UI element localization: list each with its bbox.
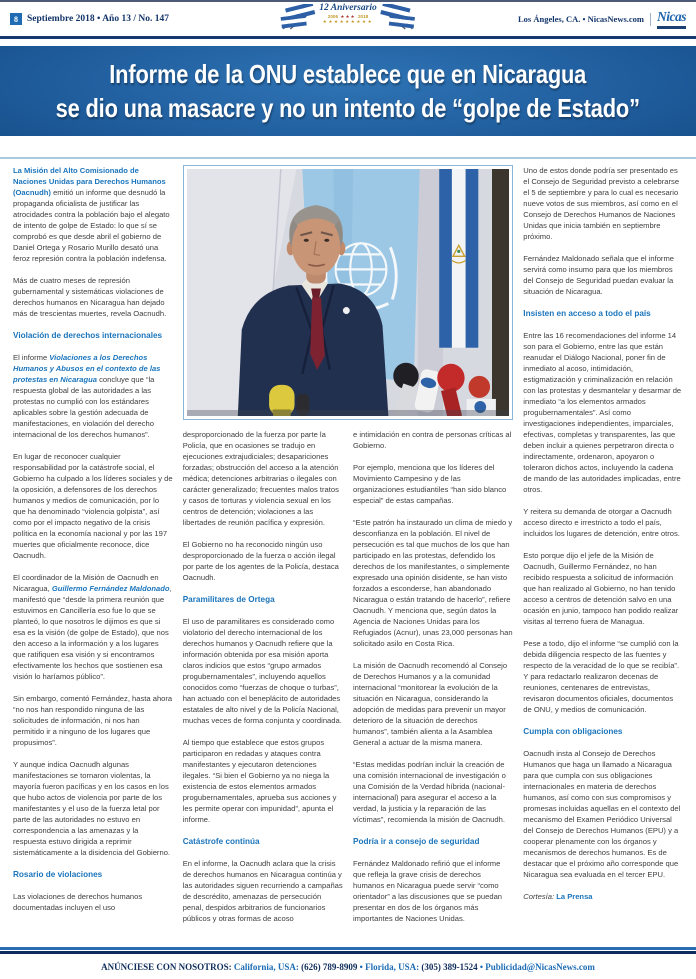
footer-segment: (626) 789-8909 xyxy=(301,962,358,972)
footer-segment: California, USA: xyxy=(233,962,302,972)
footer-segment: Publicidad@NicasNews.com xyxy=(485,962,595,972)
article-column-4 xyxy=(523,165,683,941)
footer-segment: (305) 389-1524 xyxy=(421,962,478,972)
nicas-logo xyxy=(657,9,686,29)
paragraph: El coordinador de la Misión de Oacnudh en Nicaragua, Guillermo Fernández Maldonado, manifestó que “desde la primera reunión que estuvimos en Cancillería eso fue lo que se planteó, lo que nosotros le dijimos es que si esa es la visión (de golpe de Estado), que nos den acceso a la información y a los lugares que ratifiquen esa visión y si encontramos efectivamente los hechos que sostienen esa visión lo haríamos público”. xyxy=(13,573,172,681)
paragraph: Oacnudh insta al Consejo de Derechos Humanos que haga un llamado a Nicaragua para que cumpla con sus obligaciones internacionales en materia de derechos humanos, así como con sus compromisos y promesas incluidas aquellas en el contexto del mecanismo del Examen Periódico Universal del Consejo de Derechos Humanos (EPU) y a cooperar plenamente con los órganos y mecanismos de derechos humanos. Es de destacar que el próximo año corresponde que Nicaragua sea evaluada en el tercer EPU. xyxy=(523,749,681,879)
divider xyxy=(650,13,651,26)
paragraph: Pese a todo, dijo el informe “se cumplió con la debida diligencia respecto de las fuentes y respecto de la veracidad de lo que se recibía”. Y para redactarlo realizaron decenas de reuniones, centenares de entrevistas, revisaron documentos oficiales, documentos de ONU, y medios de comunicación. xyxy=(523,639,680,714)
paragraph: “Este patrón ha instaurado un clima de miedo y desconfianza en la población. El nivel de persecución es tal que muchos de los que han participado en las protestas, defendido los derechos de los manifestantes, o simplemente expresado una opinión disidente, se han visto forzados a esconderse, han abandonado Nicaragua o están tratando de hacerlo”, refiere Oacnudh. Y menciona que, según datos la Agencia de Naciones Unidas para los Refugiados (Acnur), unas 23,000 personas han solicitado asilo en Costa Rica. xyxy=(353,518,513,648)
article-middle xyxy=(183,165,514,941)
headline-line-1: Informe de la ONU establece que en Nicaragua xyxy=(109,59,587,89)
footer-segment: • xyxy=(357,962,366,972)
paragraph: El informe Violaciones a los Derechos Humanos y Abusos en el contexto de las protestas en Nicaragua concluye que “la respuesta global de las autoridades a las protestas no cumplió con los estándares aplicables sobre la gestión adecuada de manifestaciones, en violación del derecho internacional de los derechos humanos”. xyxy=(13,353,161,439)
masthead-rule xyxy=(0,36,696,39)
section-heading: Paramilitares de Ortega xyxy=(182,595,275,604)
paragraph: Más de cuatro meses de represión gubernamental y sistemáticas violaciones de derechos humanos en Nicaragua han dejado más de trescientas muertes, revela Oacnudh. xyxy=(13,276,167,318)
paragraph: “Estas medidas podrían incluir la creación de una comisión internacional de investigación o una Comisión de la Verdad híbrida (nacional-internacional) para asegurar el acceso a la verdad, la justicia y la reparación de las víctimas”, recomienda la misión de Oacnudh. xyxy=(353,760,506,824)
paragraph: Cortesía: La Prensa xyxy=(523,892,593,901)
article-column-2 xyxy=(183,429,343,941)
footer-rule-blue xyxy=(0,947,696,950)
paragraph: Fernández Maldonado refirió que el informe que refleja la grave crisis de derechos humanos en Nicaragua puede servir “como orientador” a las discusiones que se puedan presentar en dos de los órganos más importantes de Naciones Unidas. xyxy=(353,859,503,923)
anniversary-title: 12 Aniversario xyxy=(319,3,377,13)
paragraph: En lugar de reconocer cualquier responsabilidad por la catástrofe social, el Gobierno ha culpado a los líderes sociales y de la oposición, a defensores de los derechos humanos y medios de comunicación, por lo que ha denominado “violencia golpista”, así como por el impacto negativo de la crisis política en la economía nacional y por las 197 muertes que oficialmente reconoce, dice Oacnudh. xyxy=(13,452,173,560)
paragraph: En el informe, la Oacnudh aclara que la crisis de derechos humanos en Nicaragua continúa y las autoridades siguen recurriendo a campañas de descrédito, amenazas de persecución penal, despidos arbitrarios de funcionarios públicos y otras formas de acoso xyxy=(182,859,343,923)
paragraph: La Misión del Alto Comisionado de Naciones Unidas para Derechos Humanos (Oacnudh) emitió un informe que desnudó la propaganda oficialista de justificar las atrocidades contra la población bajo el alegato de intento de golpe de Estado: lo que sí se comprobó es que desde abril el gobierno de Daniel Ortega y Rosario Murillo desató una feroz represión contra la población indefensa. xyxy=(13,166,170,263)
masthead xyxy=(0,2,696,36)
paragraph: e intimidación en contra de personas críticas al Gobierno. xyxy=(353,430,512,450)
paragraph: Al tiempo que establece que estos grupos participaron en redadas y ataques contra manifestantes y ejecutaron detenciones ilegales. “Si bien el Gobierno ya no niega la existencia de estos elementos armados progubernamentales, aprueba sus acciones y les permite operar con impunidad”, apunta el informe. xyxy=(182,738,337,824)
nicas-logo-tagline-bar xyxy=(657,26,686,29)
middle-text-columns xyxy=(183,429,514,941)
footer-segment: Florida, USA: xyxy=(365,962,422,972)
footer-rule-navy xyxy=(0,951,696,954)
anniversary-logo xyxy=(280,4,415,30)
paragraph: Fernández Maldonado señala que el informe servirá como insumo para que los miembros del Consejo de Seguridad puedan evaluar la situación de Nicaragua. xyxy=(523,254,675,296)
nicaragua-flag xyxy=(439,169,478,348)
paragraph: desproporcionado de la fuerza por parte la Policía, que en ocasiones se tradujo en ejecuciones extrajudiciales; desapariciones forzadas; obstrucción del acceso a la atención médica; detenciones arbitrarias o ilegales con carácter generalizado; frecuentes malos tratos y casos de torturas y violencia sexual en los centros de detención; violaciones a las libertades de reunión pacífica y expresión. xyxy=(182,430,339,527)
article-column-1 xyxy=(13,165,173,941)
paragraph: El uso de paramilitares es considerado como violatorio del derecho internacional de los derechos humanos y Oacnudh refiere que la información obtenida por esa misión aporta claros indicios que estos “grupo armados progubernamentales”, incluyendo aquellos conocidos como “fuerzas de choque o turbas”, han actuado con el beneplácito de autoridades estatales de alto nivel y de la Policía Nacional, muchas veces de forma conjunta y coordinada. xyxy=(182,617,342,725)
section-heading: Catástrofe continúa xyxy=(182,837,260,846)
press-photo xyxy=(183,165,514,420)
advertise-line xyxy=(0,961,696,979)
nicaragua-flags-icon xyxy=(280,4,316,30)
stars-row: ★★★★★★★★★ xyxy=(322,19,374,25)
nicas-logo-word: Nicas xyxy=(657,9,686,24)
paragraph: Y reitera su demanda de otorgar a Oacnudh acceso directo e irrestricto a todo el país, incluidos los lugares de detención, entre otros. xyxy=(523,507,680,538)
paragraph: El Gobierno no ha reconocido ningún uso desproporcionado de la fuerza o acción ilegal por parte de los agentes de la Policía, destaca Oacnudh. xyxy=(182,540,339,582)
headline-banner xyxy=(0,46,696,136)
paragraph: Sin embargo, comentó Fernández, hasta ahora “no nos han respondido ninguna de las solicitudes de información, ni nos han permitido ir a ninguno de los lugares que propusimos”. xyxy=(13,694,173,747)
press-photo-illustration xyxy=(187,169,510,416)
article-body xyxy=(0,165,696,941)
paragraph: Y aunque indica Oacnudh algunas manifestaciones se tornaron violentas, la mayoría fueron pacíficas y en los casos en los que hubo actos de violencia por parte de los manifestantes y el uso de la fuerza letal por parte de las autoridades no estuvo en correspondencia a las amenazas y la respuesta estuvo dirigida a reprimir sistemáticamente a la disidencia del Gobierno. xyxy=(13,760,171,857)
paragraph: Esto porque dijo el jefe de la Misión de Oacnudh, Guillermo Fernández, no han recibido respuesta a solicitud de información que han realizado al Gobierno, no han tenido acceso a centros de detención salvo en una ocasión en junio, tampoco han podido realizar visitas al terreno fuera de Managua. xyxy=(523,551,679,626)
masthead-right xyxy=(518,9,686,29)
section-heading: Rosario de violaciones xyxy=(13,870,103,879)
section-heading: Insisten en acceso a todo el país xyxy=(523,309,651,318)
issue-date: Septiembre 2018 • Año 13 / No. 147 xyxy=(27,14,169,24)
paragraph: La misión de Oacnudh recomendó al Consejo de Derechos Humanos y a la comunidad internacional “monitorear la evolución de la situación en Nicaragua, considerando la adopción de medidas para prevenir un mayor deterioro de la situación de derechos humanos”, también alienta a la Asamblea General a actuar de la misma manera. xyxy=(353,661,508,747)
headline xyxy=(56,57,640,125)
paragraph: Por ejemplo, menciona que los líderes del Movimiento Campesino y de las organizaciones estudiantiles “han sido blanco especial” de estas campañas. xyxy=(353,463,507,505)
stars-row-small: ★★★ xyxy=(340,13,356,19)
paragraph: Las violaciones de derechos humanos documentadas incluyen el uso xyxy=(13,892,143,912)
footer-segment: • xyxy=(477,962,486,972)
footer-segment: ANÚNCIESE CON NOSOTROS: xyxy=(101,962,234,972)
anniversary-years: 2006 ★★★ 2018 xyxy=(327,13,369,19)
section-heading: Cumpla con obligaciones xyxy=(523,727,623,736)
paragraph: Entre las 16 recomendaciones del informe 14 son para el Gobierno, entre las que están reanudar el Diálogo Nacional, poner fin de inmediato al acoso, intimidación, estigmatización y criminalización en relación con las protestas y desmantelar y desarmar de inmediato “a los elementos armados progubernamentales”. Así como investigaciones independientes, imparciales, efectivas, completas y transparentes, las que deben incluir a quienes perpetraron directa o indirectamente, ordenaron, apoyaron o toleraron dichos actos, incluyendo la cadena de mando de las autoridades implicadas, entre otros. xyxy=(523,331,682,494)
location-text: Los Ángeles, CA. • NicasNews.com xyxy=(518,14,644,24)
article-column-3 xyxy=(353,429,513,941)
paragraph: Uno de estos donde podría ser presentado es el Consejo de Seguridad previsto a celebrarse el 5 de septiembre y para lo cual es necesario nueve votos de sus miembros, así como en el Consejo de Derechos Humanos de Naciones Unidas que inicia también en septiembre próximo. xyxy=(523,166,680,241)
footer-bar xyxy=(0,947,696,979)
page-number-badge: 8 xyxy=(10,13,22,25)
masthead-left xyxy=(10,13,169,25)
headline-line-2: se dio una masacre y no un intento de “golpe de Estado” xyxy=(55,93,641,123)
anniversary-text xyxy=(319,4,376,25)
section-heading: Violación de derechos internacionales xyxy=(13,331,163,340)
section-heading: Podría ir a consejo de seguridad xyxy=(353,837,480,846)
nicaragua-flags-icon xyxy=(380,4,416,30)
content-top-rule xyxy=(0,157,696,159)
